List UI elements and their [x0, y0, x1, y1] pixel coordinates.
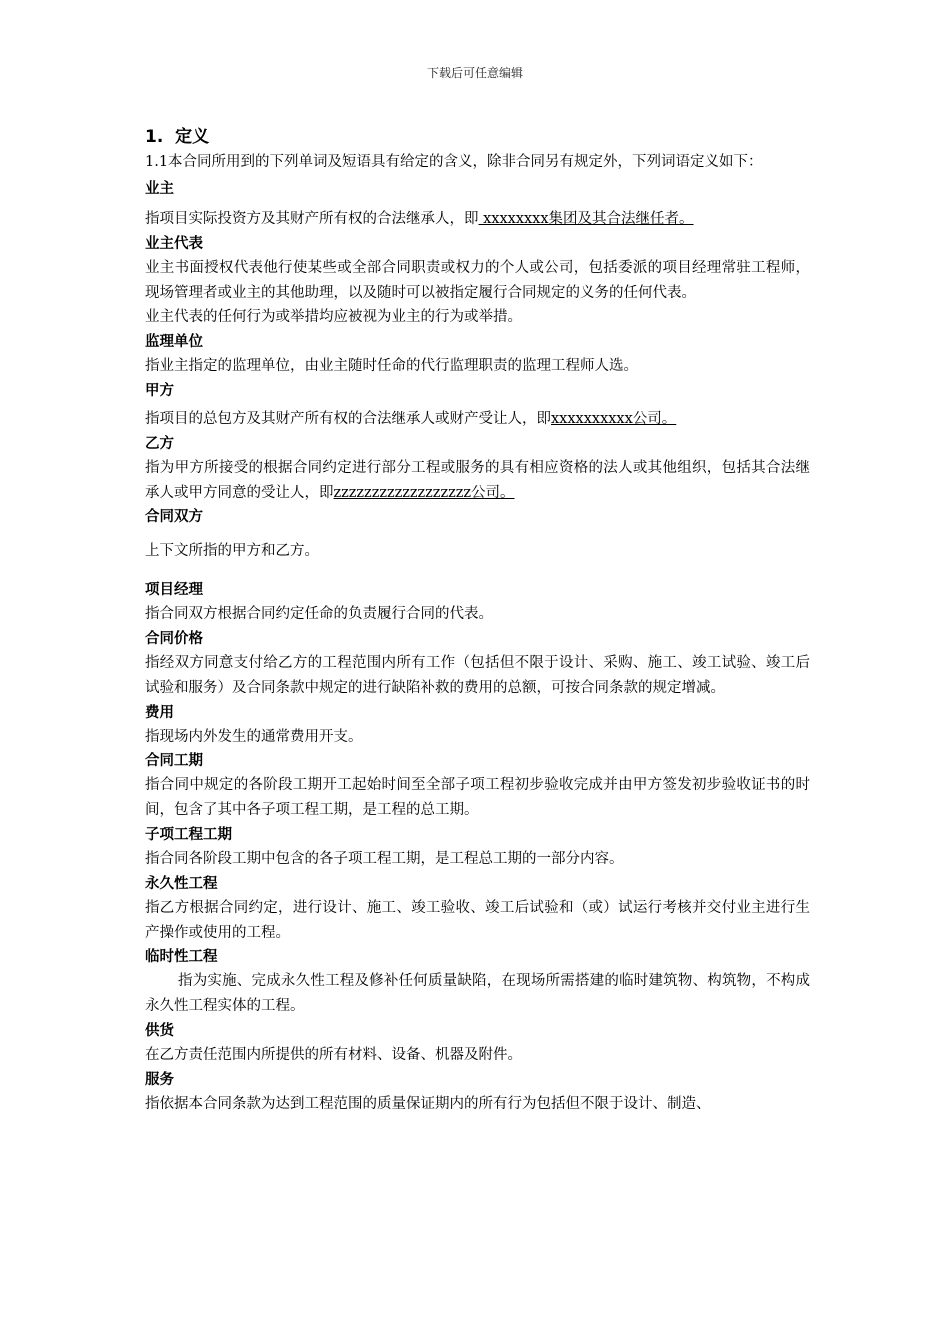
- definition: 在乙方责任范围内所提供的所有材料、设备、机器及附件。: [145, 1046, 522, 1063]
- term-heading: 合同双方: [145, 509, 203, 526]
- definition: 指项目的总包方及其财产所有权的合法继承人或财产受让人，即xxxxxxxxxx公司。: [145, 410, 677, 427]
- definition: 指为实施、完成永久性工程及修补任何质量缺陷，在现场所需搭建的临时建筑物、构筑物，不构成永久性工程实体的工程。: [145, 973, 810, 1015]
- section-title: 定义: [175, 127, 210, 147]
- definition: 上下文所指的甲方和乙方。: [145, 543, 319, 560]
- definition: 指为甲方所接受的根据合同约定进行部分工程或服务的具有相应资格的法人或其他组织，包括其合法继承人或甲方同意的受让人，即zzzzzzzzzzzzzzzzzz公司。: [145, 459, 810, 501]
- document-body: [145, 124, 810, 1117]
- definition: 业主代表的任何行为或举措均应被视为业主的行为或举措。: [145, 309, 522, 326]
- definition: 指经双方同意支付给乙方的工程范围内所有工作（包括但不限于设计、采购、施工、竣工试验、竣工后试验和服务）及合同条款中规定的进行缺陷补救的费用的总额，可按合同条款的规定增减。: [145, 654, 810, 696]
- section-heading: [145, 124, 810, 150]
- term-heading: 甲方: [145, 382, 174, 399]
- page-header: 下载后可任意编辑: [426, 66, 523, 80]
- term-heading: 临时性工程: [145, 949, 218, 966]
- intro-paragraph: 1.1本合同所用到的下列单词及短语具有给定的含义，除非合同另有规定外，下列词语定义如下：: [145, 154, 763, 170]
- term-heading: 业主: [145, 181, 174, 197]
- term-heading: 监理单位: [145, 334, 203, 351]
- definition: 指乙方根据合同约定，进行设计、施工、竣工验收、竣工后试验和（或）试运行考核并交付业主进行生产操作或使用的工程。: [145, 899, 810, 941]
- term-heading: 项目经理: [145, 582, 203, 599]
- term-heading: 合同价格: [145, 630, 203, 647]
- definition: 业主书面授权代表他行使某些或全部合同职责或权力的个人或公司，包括委派的项目经理常驻工程师，现场管理者或业主的其他助理，以及随时可以被指定履行合同规定的义务的任何代表。: [145, 259, 810, 301]
- definition: 指合同各阶段工期中包含的各子项工程工期，是工程总工期的一部分内容。: [145, 850, 624, 867]
- term-heading: 供货: [145, 1022, 174, 1039]
- section-number: 1.: [145, 127, 164, 147]
- definition: 指现场内外发生的通常费用开支。: [145, 728, 363, 745]
- term-heading: 服务: [145, 1071, 174, 1088]
- term-heading: 乙方: [145, 435, 174, 452]
- underlined-value: xxxxxxxxxx公司。: [551, 410, 677, 427]
- underlined-value: zzzzzzzzzzzzzzzzzz公司。: [333, 484, 515, 501]
- definition: 指合同中规定的各阶段工期开工起始时间至全部子项工程初步验收完成并由甲方签发初步验收证书的时间，包含了其中各子项工程工期，是工程的总工期。: [145, 777, 810, 819]
- definition: 指项目实际投资方及其财产所有权的合法继承人，即 xxxxxxxx集团及其合法继任者。: [145, 211, 694, 227]
- term-heading: 费用: [145, 704, 174, 721]
- definition: 指业主指定的监理单位，由业主随时任命的代行监理职责的监理工程师人选。: [145, 358, 638, 375]
- term-heading: 永久性工程: [145, 875, 218, 892]
- definition: 指合同双方根据合同约定任命的负责履行合同的代表。: [145, 606, 493, 623]
- term-heading: 子项工程工期: [145, 826, 232, 843]
- term-heading: 业主代表: [145, 235, 203, 252]
- term-heading: 合同工期: [145, 753, 203, 770]
- definition: 指依据本合同条款为达到工程范围的质量保证期内的所有行为包括但不限于设计、制造、: [145, 1095, 711, 1112]
- underlined-value: xxxxxxxx集团及其合法继任者。: [478, 211, 694, 227]
